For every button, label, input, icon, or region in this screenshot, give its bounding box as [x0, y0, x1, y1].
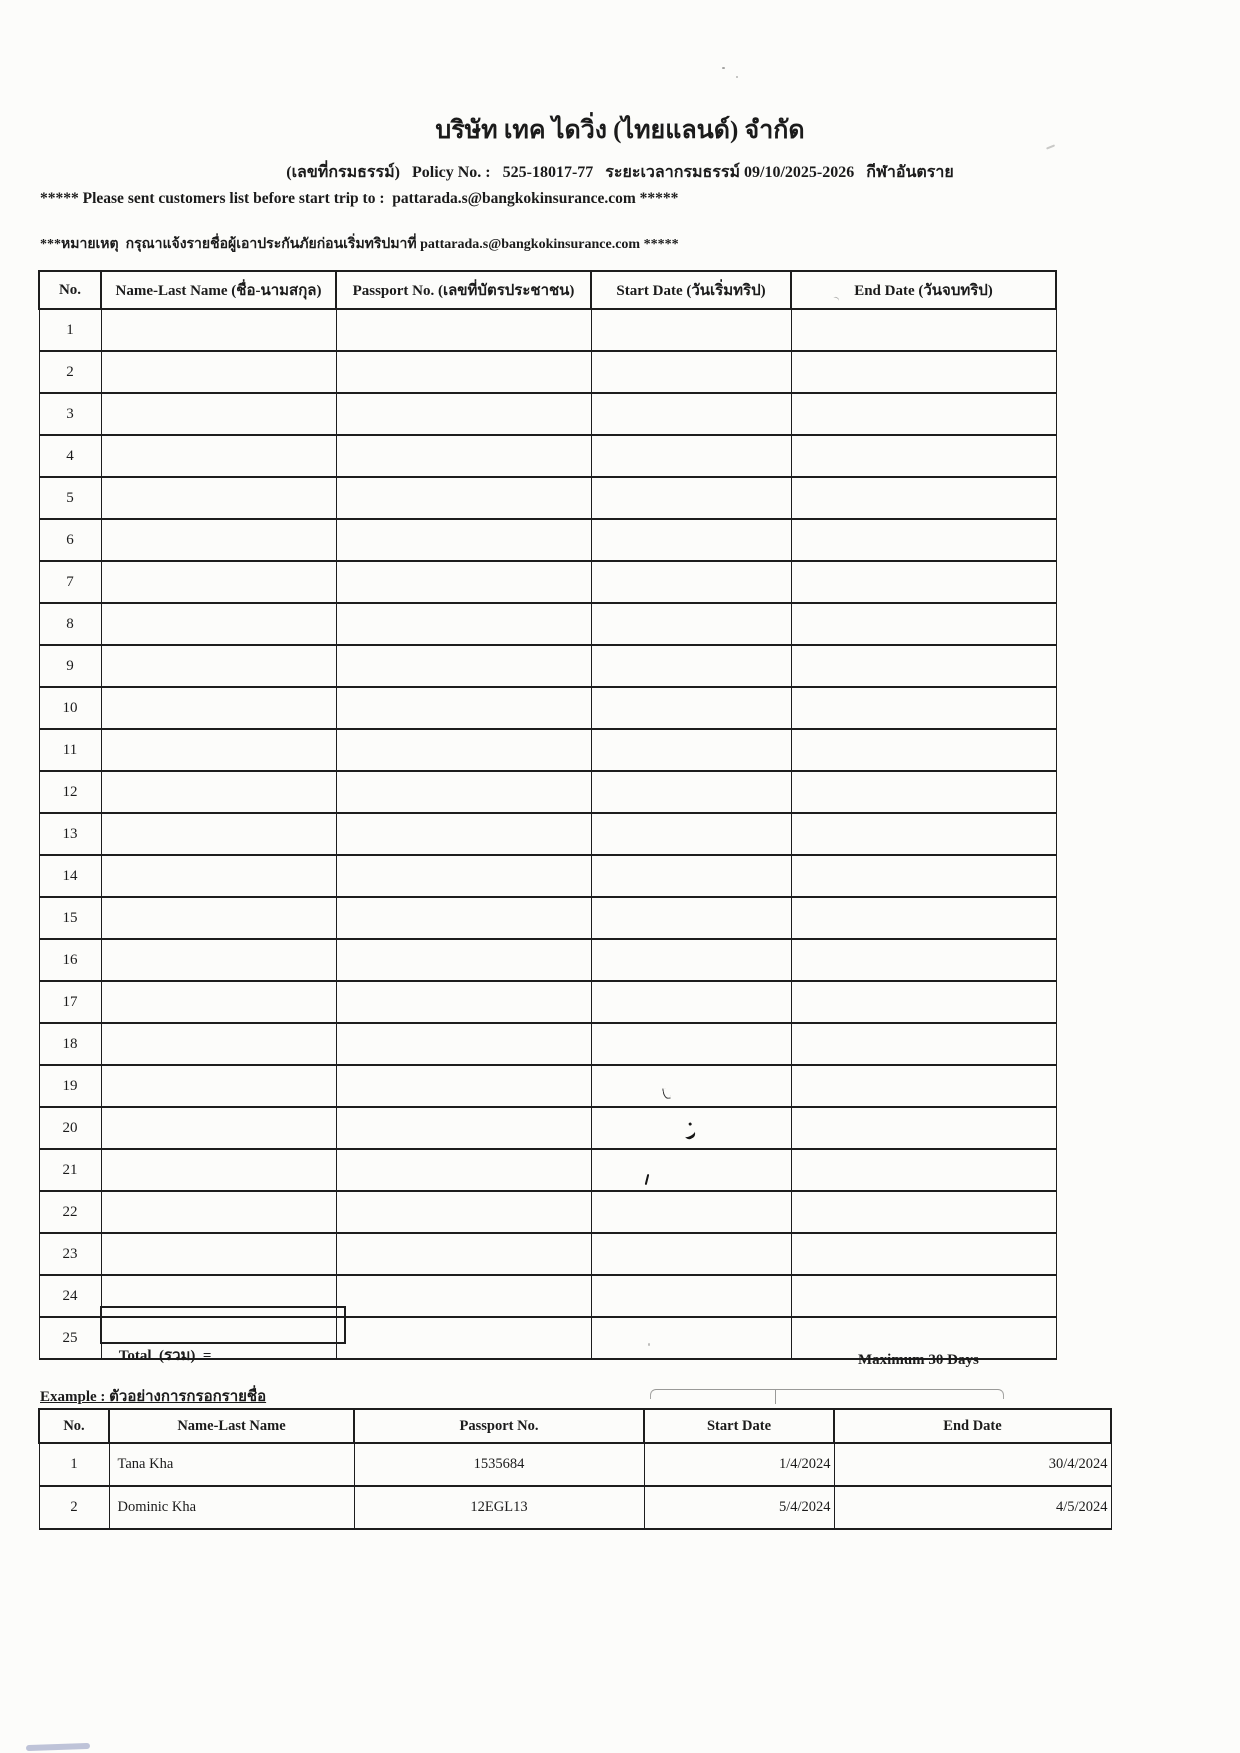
empty-fill-cell [791, 1023, 1056, 1065]
empty-fill-cell [336, 1149, 591, 1191]
empty-fill-cell [336, 981, 591, 1023]
empty-fill-cell [791, 729, 1056, 771]
total-box [100, 1306, 346, 1364]
empty-fill-cell [101, 771, 336, 813]
example-row [39, 1443, 1111, 1486]
scan-speck [722, 67, 725, 69]
empty-fill-cell [336, 729, 591, 771]
example-no-cell: 1 [39, 1443, 109, 1486]
empty-fill-cell [101, 939, 336, 981]
empty-fill-cell [336, 813, 591, 855]
empty-fill-cell [791, 645, 1056, 687]
empty-fill-cell [791, 981, 1056, 1023]
empty-fill-cell [591, 603, 791, 645]
empty-fill-cell [336, 645, 591, 687]
policy-period: ระยะเวลากรมธรรม์ 09/10/2025-2026 [605, 164, 855, 181]
policy-line [0, 160, 1240, 185]
hazard-sport-label: กีฬาอันตราย [866, 164, 954, 181]
customer-row [39, 1233, 1056, 1275]
row-number-cell: 7 [39, 561, 101, 603]
empty-fill-cell [791, 435, 1056, 477]
customer-row [39, 939, 1056, 981]
row-number-cell: 5 [39, 477, 101, 519]
date-range-bracket [650, 1389, 1004, 1399]
empty-fill-cell [791, 561, 1056, 603]
empty-fill-cell [791, 477, 1056, 519]
example-table-header [39, 1409, 1111, 1443]
empty-fill-cell [791, 519, 1056, 561]
empty-fill-cell [791, 309, 1056, 351]
example-passport-cell: 12EGL13 [354, 1486, 644, 1529]
example-start-date-cell: 1/4/2024 [644, 1443, 834, 1486]
row-number-cell: 9 [39, 645, 101, 687]
example-header-name: Name-Last Name [109, 1409, 354, 1443]
empty-fill-cell [101, 519, 336, 561]
empty-fill-cell [791, 393, 1056, 435]
example-table-body [39, 1443, 1111, 1529]
example-no-cell: 2 [39, 1486, 109, 1529]
empty-fill-cell [101, 1233, 336, 1275]
empty-fill-cell [591, 813, 791, 855]
row-number-cell: 3 [39, 393, 101, 435]
empty-fill-cell [591, 1191, 791, 1233]
example-end-date-cell: 30/4/2024 [834, 1443, 1111, 1486]
maximum-days-label: Maximum 30 Days [858, 1352, 979, 1368]
empty-fill-cell [336, 897, 591, 939]
customer-row [39, 981, 1056, 1023]
empty-fill-cell [791, 1233, 1056, 1275]
empty-fill-cell [591, 519, 791, 561]
empty-fill-cell [336, 1065, 591, 1107]
empty-fill-cell [591, 477, 791, 519]
example-header-end-date: End Date [834, 1409, 1111, 1443]
empty-fill-cell [591, 1149, 791, 1191]
empty-fill-cell [591, 855, 791, 897]
example-table [38, 1408, 1112, 1530]
empty-fill-cell [336, 1275, 591, 1317]
scan-speck [736, 76, 738, 78]
empty-fill-cell [101, 393, 336, 435]
empty-fill-cell [591, 729, 791, 771]
notice-thai: ***หมายเหตุ กรุณาแจ้งรายชื่อผู้เอาประกันภัยก่อนเริ่มทริปมาที่ pattarada.s@bangkokinsurance.com ***** [40, 237, 679, 252]
empty-fill-cell [791, 1191, 1056, 1233]
customer-row [39, 561, 1056, 603]
row-number-cell: 14 [39, 855, 101, 897]
empty-fill-cell [336, 1107, 591, 1149]
row-number-cell: 11 [39, 729, 101, 771]
bracket-tick [775, 1390, 776, 1404]
customer-row [39, 645, 1056, 687]
customer-list-header [39, 271, 1056, 309]
row-number-cell: 15 [39, 897, 101, 939]
empty-fill-cell [591, 1233, 791, 1275]
customer-row [39, 1065, 1056, 1107]
empty-fill-cell [101, 561, 336, 603]
row-number-cell: 24 [39, 1275, 101, 1317]
customer-row [39, 771, 1056, 813]
header-no: No. [39, 271, 101, 309]
empty-fill-cell [101, 729, 336, 771]
row-number-cell: 22 [39, 1191, 101, 1233]
empty-fill-cell [101, 645, 336, 687]
empty-fill-cell [591, 351, 791, 393]
company-title: บริษัท เทค ไดวิ่ง (ไทยแลนด์) จำกัด [435, 117, 805, 144]
row-number-cell: 12 [39, 771, 101, 813]
customer-row [39, 1023, 1056, 1065]
empty-fill-cell [791, 813, 1056, 855]
row-number-cell: 6 [39, 519, 101, 561]
customer-row [39, 813, 1056, 855]
empty-fill-cell [336, 603, 591, 645]
example-start-date-cell: 5/4/2024 [644, 1486, 834, 1529]
empty-fill-cell [101, 1023, 336, 1065]
example-end-date-cell: 4/5/2024 [834, 1486, 1111, 1529]
empty-fill-cell [791, 1107, 1056, 1149]
empty-fill-cell [591, 1065, 791, 1107]
empty-fill-cell [336, 393, 591, 435]
example-passport-cell: 1535684 [354, 1443, 644, 1486]
row-number-cell: 19 [39, 1065, 101, 1107]
example-row [39, 1486, 1111, 1529]
customer-row [39, 477, 1056, 519]
empty-fill-cell [591, 435, 791, 477]
row-number-cell: 8 [39, 603, 101, 645]
empty-fill-cell [336, 561, 591, 603]
row-number-cell: 10 [39, 687, 101, 729]
empty-fill-cell [101, 897, 336, 939]
example-section-label: Example : ตัวอย่างการกรอกรายชื่อ [40, 1389, 267, 1405]
header-name: Name-Last Name (ชื่อ-นามสกุล) [101, 271, 336, 309]
empty-fill-cell [101, 309, 336, 351]
empty-fill-cell [791, 1149, 1056, 1191]
empty-fill-cell [101, 351, 336, 393]
empty-fill-cell [791, 1275, 1056, 1317]
row-number-cell: 25 [39, 1317, 101, 1359]
empty-fill-cell [791, 351, 1056, 393]
empty-fill-cell [591, 393, 791, 435]
empty-fill-cell [101, 477, 336, 519]
empty-fill-cell [101, 981, 336, 1023]
empty-fill-cell [791, 603, 1056, 645]
empty-fill-cell [101, 855, 336, 897]
policy-number-label-en: Policy No. : [411, 164, 491, 181]
customer-row [39, 1107, 1056, 1149]
empty-fill-cell [336, 435, 591, 477]
example-name-cell: Tana Kha [109, 1443, 354, 1486]
row-number-cell: 1 [39, 309, 101, 351]
customer-list-body [39, 309, 1056, 1359]
customer-row [39, 897, 1056, 939]
row-number-cell: 4 [39, 435, 101, 477]
empty-fill-cell [791, 855, 1056, 897]
empty-fill-cell [101, 603, 336, 645]
empty-fill-cell [591, 687, 791, 729]
empty-fill-cell [336, 477, 591, 519]
customer-row [39, 351, 1056, 393]
example-header-start-date: Start Date [644, 1409, 834, 1443]
empty-fill-cell [791, 687, 1056, 729]
customer-row [39, 729, 1056, 771]
empty-fill-cell [791, 897, 1056, 939]
row-number-cell: 20 [39, 1107, 101, 1149]
customer-row [39, 855, 1056, 897]
row-number-cell: 13 [39, 813, 101, 855]
empty-fill-cell [101, 813, 336, 855]
empty-fill-cell [791, 1065, 1056, 1107]
empty-fill-cell [591, 645, 791, 687]
header-start-date: Start Date (วันเริ่มทริป) [591, 271, 791, 309]
customer-row [39, 603, 1056, 645]
empty-fill-cell [101, 1149, 336, 1191]
empty-fill-cell [591, 1317, 791, 1359]
empty-fill-cell [101, 687, 336, 729]
empty-fill-cell [591, 1023, 791, 1065]
customer-row [39, 1191, 1056, 1233]
empty-fill-cell [336, 771, 591, 813]
empty-fill-cell [591, 1275, 791, 1317]
empty-fill-cell [591, 561, 791, 603]
row-number-cell: 16 [39, 939, 101, 981]
customer-row [39, 393, 1056, 435]
scan-speck [648, 1343, 650, 1346]
empty-fill-cell [101, 1065, 336, 1107]
customer-row [39, 1149, 1056, 1191]
empty-fill-cell [336, 1317, 591, 1359]
row-number-cell: 18 [39, 1023, 101, 1065]
customer-row [39, 687, 1056, 729]
empty-fill-cell [591, 981, 791, 1023]
empty-fill-cell [591, 771, 791, 813]
empty-fill-cell [591, 309, 791, 351]
empty-fill-cell [591, 939, 791, 981]
header-end-date: End Date (วันจบทริป) [791, 271, 1056, 309]
empty-fill-cell [791, 939, 1056, 981]
empty-fill-cell [336, 1023, 591, 1065]
customer-row [39, 309, 1056, 351]
empty-fill-cell [101, 1107, 336, 1149]
empty-fill-cell [591, 897, 791, 939]
empty-fill-cell [101, 435, 336, 477]
customer-row [39, 435, 1056, 477]
empty-fill-cell [336, 351, 591, 393]
total-label: Total (รวม) = [118, 1348, 212, 1364]
empty-fill-cell [791, 771, 1056, 813]
empty-fill-cell [101, 1191, 336, 1233]
policy-number-value: 525-18017-77 [502, 164, 594, 181]
empty-fill-cell [336, 1191, 591, 1233]
empty-fill-cell [336, 1233, 591, 1275]
example-header-no: No. [39, 1409, 109, 1443]
example-name-cell: Dominic Kha [109, 1486, 354, 1529]
customer-row [39, 519, 1056, 561]
scan-edge-artifact [26, 1743, 90, 1751]
row-number-cell: 23 [39, 1233, 101, 1275]
empty-fill-cell [336, 309, 591, 351]
policy-number-label-th: (เลขที่กรมธรรม์) [286, 164, 400, 181]
customer-list-table [38, 270, 1057, 1360]
example-header-passport: Passport No. [354, 1409, 644, 1443]
empty-fill-cell [336, 519, 591, 561]
header-passport: Passport No. (เลขที่บัตรประชาชน) [336, 271, 591, 309]
row-number-cell: 21 [39, 1149, 101, 1191]
row-number-cell: 2 [39, 351, 101, 393]
empty-fill-cell [336, 855, 591, 897]
row-number-cell: 17 [39, 981, 101, 1023]
notice-english: ***** Please sent customers list before start trip to : pattarada.s@bangkokinsurance.com ***** [40, 190, 679, 207]
empty-fill-cell [336, 939, 591, 981]
empty-fill-cell [336, 687, 591, 729]
